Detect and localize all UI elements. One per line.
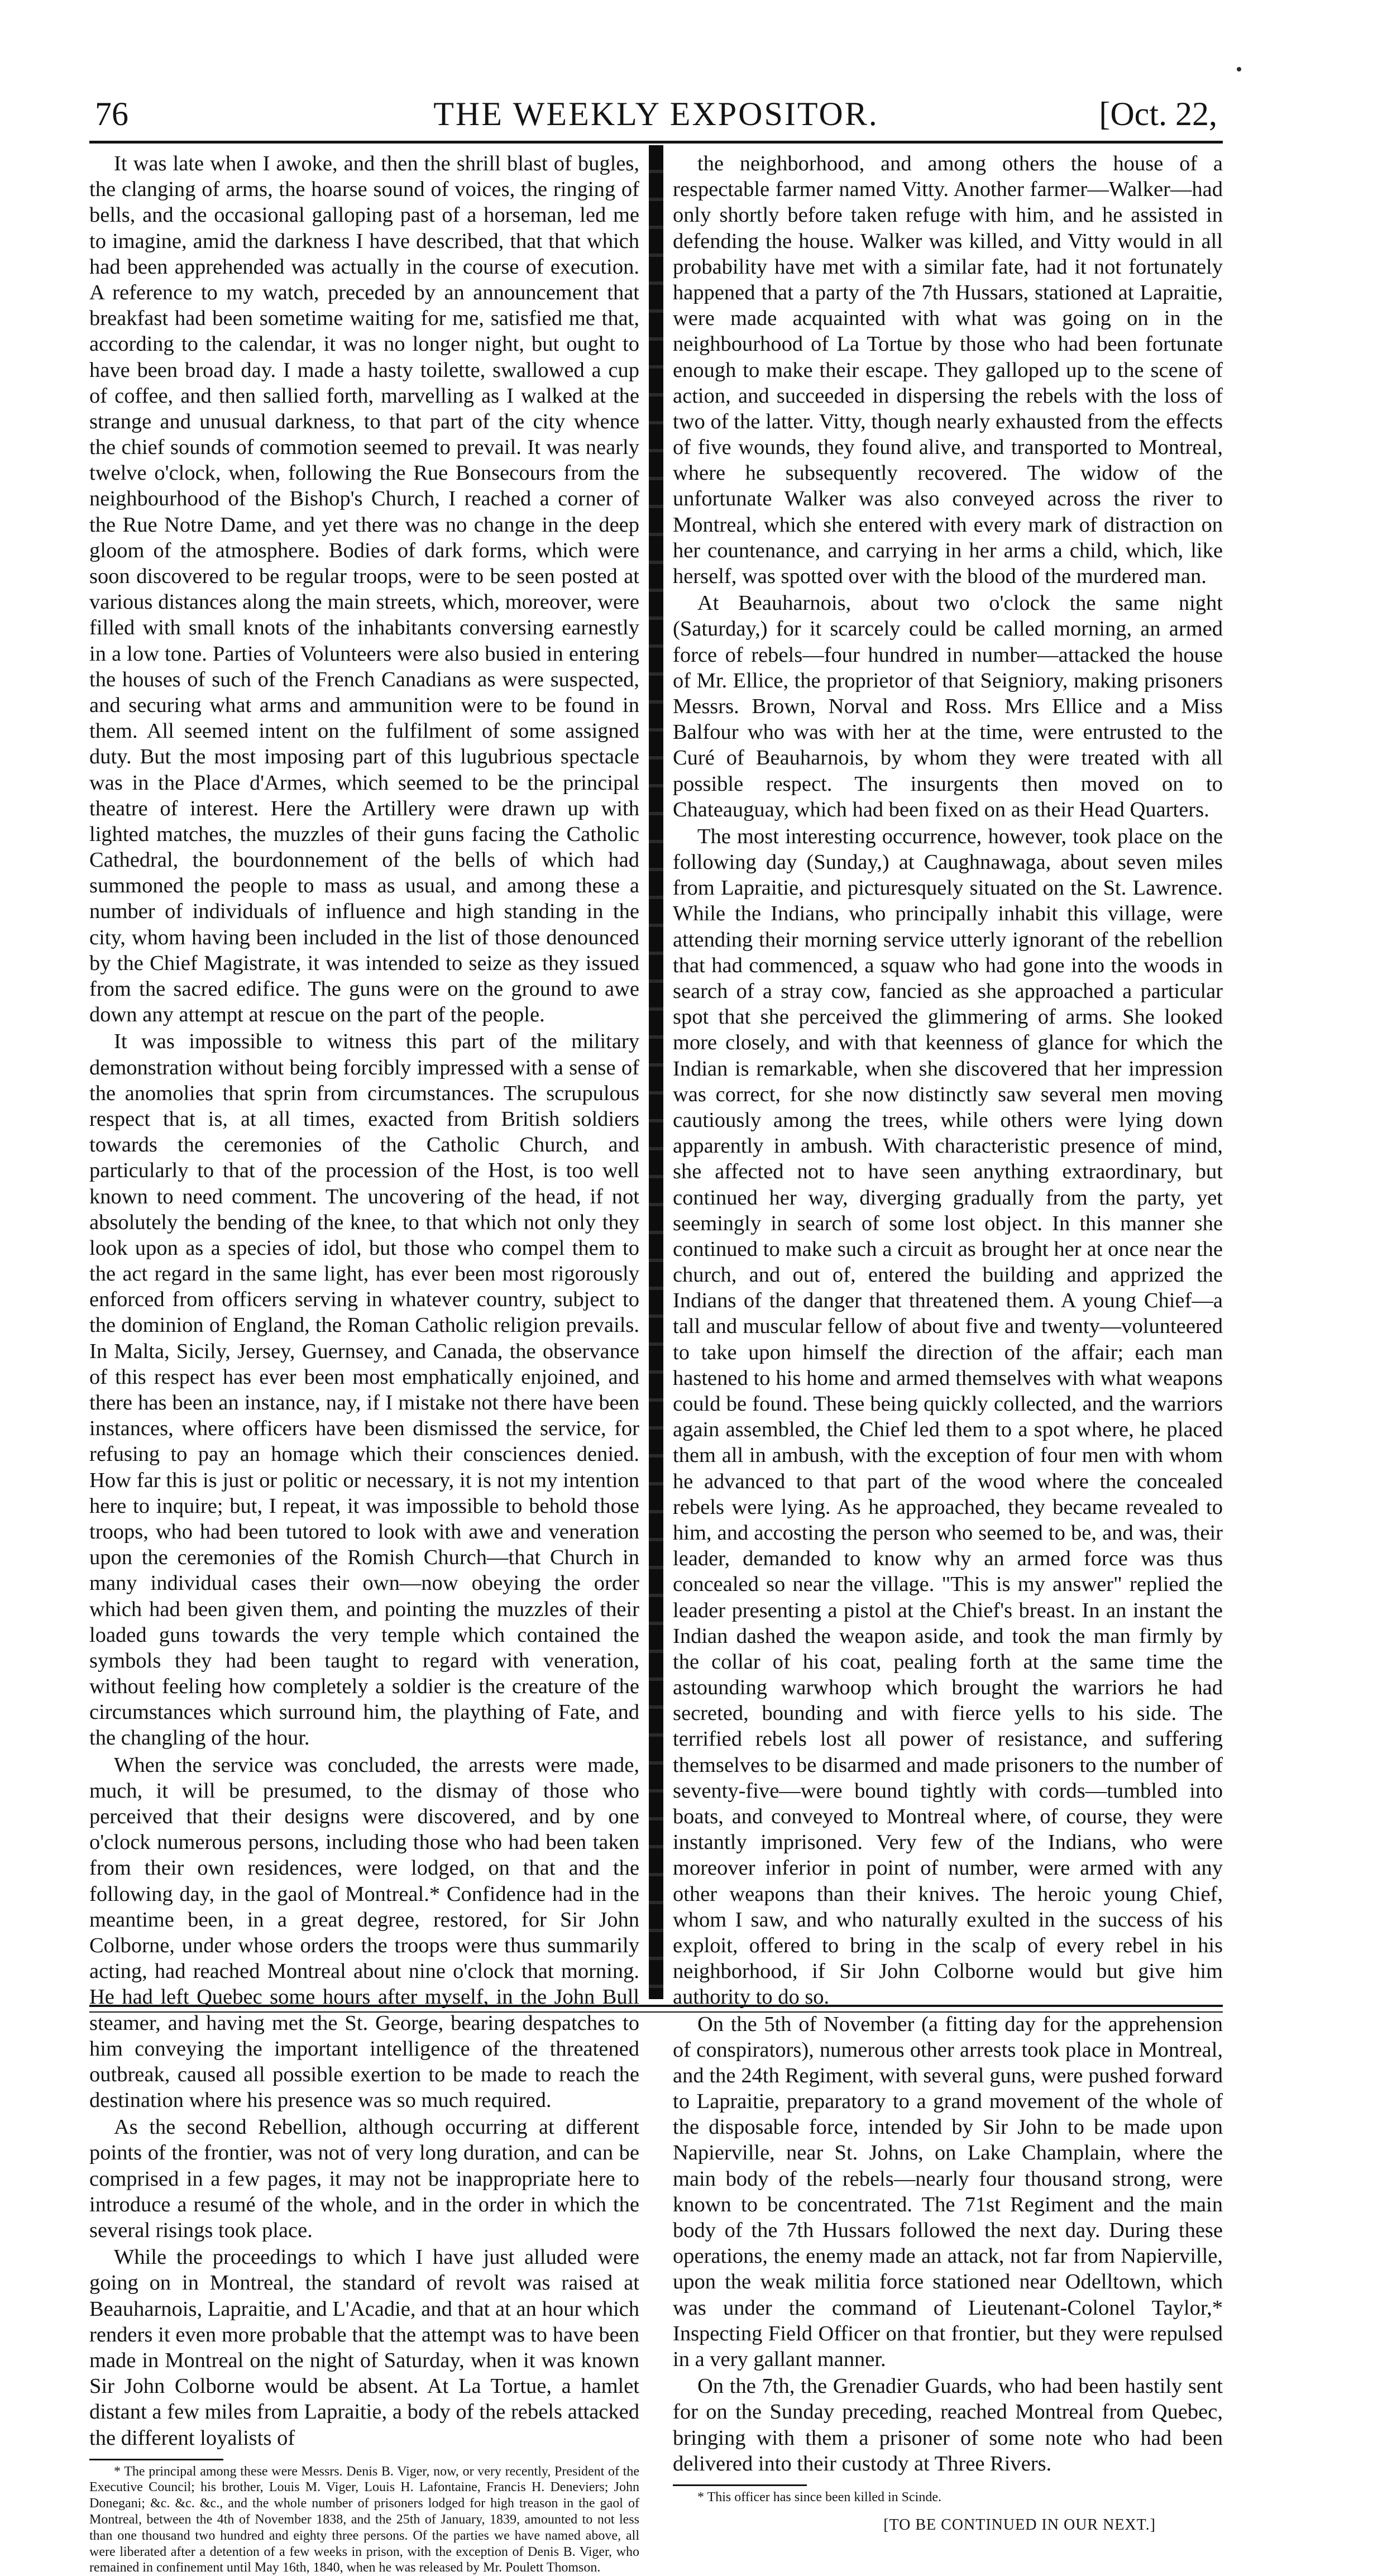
footnote-rule [673, 2484, 807, 2486]
paragraph: On the 7th, the Grenadier Guards, who had been hastily sent for on the Sunday preceding, reached Montreal from Quebec, bringing with them a prisoner of some note who had been delivered into their custody at Three Rivers. [673, 2374, 1223, 2475]
page-number: 76 [95, 95, 128, 132]
margin-mark [1237, 67, 1241, 71]
footer-rule-thin [89, 2011, 1223, 2013]
newspaper-page [89, 78, 1223, 2575]
paragraph: the neighborhood, and among others the house of a respectable farmer named Vitty. Another farmer—Walker—had only shortly before taken refuge with him, and he assisted in defending the house. Walker was killed, and Vitty would in all probability have met with a similar fate, had it not fortunately happened that a party of the 7th Hussars, stationed at Lapraitie, were made acquainted with what was going on in the neighbourhood of La Tortue by those who had been fortunate enough to make their escape. They galloped up to the scene of action, and succeeded in dispersing the rebels with the loss of two of the latter. Vitty, though nearly exhausted from the effects of five wounds, they found alive, and transported to Montreal, where he subsequently recovered. The widow of the unfortunate Walker was also conveyed across the river to Montreal, which she entered with every mark of distraction on her countenance, and carrying in her arms a child, which, like herself, was spotted over with the blood of the murdered man. [673, 152, 1223, 588]
publication-title: THE WEEKLY EXPOSITOR. [433, 95, 879, 132]
issue-date: [Oct. 22, [1099, 95, 1217, 132]
paragraph: The most interesting occurrence, however, took place on the following day (Sunday,) at Caughnawaga, about seven miles from Lapraitie, and picturesquely situated on the St. Lawrence. While the Indians, who principally inhabit this village, were attending their morning service utterly ignorant of the rebellion that had commenced, a squaw who had gone into the woods in search of a stray cow, fancied as she approached a particular spot that she perceived the glimmering of arms. She looked more closely, and with that keenness of glance for which the Indian is remarkable, when she discovered that her impression was correct, for she now distinctly saw several men moving cautiously among the trees, while others were lying down apparently in ambush. With characteristic presence of mind, she affected not to have seen anything extraordinary, but continued her way, diverging gradually from the party, yet seemingly in search of some lost object. In this manner she continued to make such a circuit as brought her at once near the church, and out of, entered the building and apprized the Indians of the danger that threatened them. A young Chief—a tall and muscular fellow of about five and twenty—volunteered to take upon himself the direction of the affair; each man hastened to his home and armed themselves with what weapons could be found. These being quickly collected, and the warriors again assembled, the Chief led them to a spot where, he placed them all in ambush, with the exception of four men with whom he advanced to that part of the wood where the concealed rebels were lying. As he approached, they became revealed to him, and accosting the person who seemed to be, and was, their leader, demanded to know why an armed force was thus concealed so near the village. "This is my answer" replied the leader presenting a pistol at the Chief's breast. In an instant the Indian dashed the weapon aside, and took the man firmly by the collar of his coat, pealing forth at the same time the astounding warwhoop which brought the warriors he had secreted, bounding and with fierce yells to his side. The terrified rebels lost all power of resistance, and suffering themselves to be disarmed and made prisoners to the number of seventy-five—were bound tightly with cords—tumbled into boats, and conveyed to Montreal where, of course, they were instantly imprisoned. Very few of the Indians, who were moreover inferior in point of number, were armed with any other weapons than their knives. The heroic young Chief, whom I saw, and who naturally exulted in the success of his exploit, offered to bring in the scalp of every rebel in his neighborhood, if Sir John Colborne would but give him authority to do so. [673, 824, 1223, 2009]
footnote: * This officer has since been killed in Scinde. [697, 2489, 942, 2505]
paragraph: At Beauharnois, about two o'clock the same night (Saturday,) for it scarcely could be called morning, an armed force of rebels—four hundred in number—attacked the house of Mr. Ellice, the proprietor of that Seigniory, making prisoners Messrs. Brown, Norval and Ross. Mrs Ellice and a Miss Balfour who was with her at the time, were entrusted to the Curé of Beauharnois, by whom they were treated with all possible respect. The insurgents then moved on to Chateauguay, which had been fixed on as their Head Quarters. [673, 591, 1223, 821]
paragraph: It was impossible to witness this part of the military demonstration without being forcibly impressed with a sense of the anomolies that sprin from circumstances. The scrupulous respect that is, at all times, exacted from British soldiers towards the ceremonies of the Catholic Church, and particularly to that of the procession of the Host, is too well known to need comment. The uncovering of the head, if not absolutely the bending of the knee, to that which not only they look upon as a species of idol, but those who compel them to the act regard in the same light, has ever been most rigorously enforced from officers serving in whatever country, subject to the dominion of England, the Roman Catholic religion prevails. In Malta, Sicily, Jersey, Guernsey, and Canada, the observance of this respect has ever been most emphatically enjoined, and there has been an instance, nay, if I mistake not there have been instances, where officers have been dismissed the service, for refusing to pay an homage which their consciences denied. How far this is just or politic or necessary, it is not my intention here to inquire; but, I repeat, it was impossible to behold those troops, who had been tutored to look with awe and veneration upon the ceremonies of the Romish Church—that Church in many individual cases their own—now obeying the order which had been given them, and pointing the muzzles of their loaded guns towards the very temple which contained the symbols they had been taught to regard with veneration, without feeling how completely a soldier is the creature of the circumstances which surround him, the plaything of Fate, and the changling of the hour. [89, 1030, 639, 1750]
right-column [673, 151, 1223, 2534]
page-header [95, 95, 1217, 140]
column-divider [649, 145, 663, 1999]
footnote-rule [89, 2459, 223, 2460]
paragraph: It was late when I awoke, and then the shrill blast of bugles, the clanging of arms, the hoarse sound of voices, the ringing of bells, and the occasional galloping past of a horseman, led me to imagine, amid the darkness I have described, that that which had been apprehended was actually in the course of execution. A reference to my watch, preceded by an announcement that breakfast had been sometime waiting for me, satisfied me that, according to the calendar, it was no longer night, but ought to have been broad day. I made a hasty toilette, swallowed a cup of coffee, and then sallied forth, marvelling as I walked at the strange and unusual darkness, to that part of the city whence the chief sounds of commotion seemed to prevail. It was nearly twelve o'clock, when, following the Rue Bonsecours from the neighbourhood of the Bishop's Church, I reached a corner of the Rue Notre Dame, and yet there was no change in the deep gloom of the atmosphere. Bodies of dark forms, which were soon discovered to be regular troops, were to be seen posted at various distances along the main streets, which, moreover, were filled with small knots of the inhabitants conversing earnestly in a low tone. Parties of Volunteers were also busied in entering the houses of such of the French Canadians as were suspected, and securing what arms and ammunition were to be found in them. All seemed intent on the fulfilment of some assigned duty. But the most imposing part of this lugubrious spectacle was in the Place d'Armes, which seemed to be the principal theatre of interest. Here the Artillery were drawn up with lighted matches, the muzzles of their guns facing the Catholic Cathedral, the bourdonnement of the bells of which had summoned the people to mass as usual, and among these a number of individuals of influence and high standing in the city, whom having been included in the list of those denounced by the Chief Magistrate, it was intended to seize as they issued from the sacred edifice. The guns were on the ground to awe down any attempt at rescue on the part of the people. [89, 152, 639, 1027]
footer-rule [89, 2005, 1223, 2007]
paragraph: When the service was concluded, the arrests were made, much, it will be presumed, to the dismay of those who perceived that their designs were discovered, and by one o'clock numerous persons, including those who had been taken from their own residences, were lodged, on that and the following day, in the gaol of Montreal.* Confidence had in the meantime been, in a great degree, restored, for Sir John Colborne, under whose orders the troops were thus summarily acting, had reached Montreal about nine o'clock that morning. He had left Quebec some hours after myself, in the John Bull steamer, and having met the St. George, bearing despatches to him conveying the important intelligence of the threatened outbreak, caused all possible exertion to be made to reach the destination where his presence was so much required. [89, 1753, 639, 2113]
paragraph: On the 5th of November (a fitting day for the apprehension of conspirators), numerous other arrests took place in Montreal, and the 24th Regiment, with several guns, were pushed forward to Lapraitie, preparatory to a grand movement of the whole of the disposable force, intended by Sir John to be made upon Napierville, near St. Johns, on Lake Champlain, where the main body of the rebels—nearly four thousand strong, were known to be concentrated. The 71st Regiment and the main body of the 7th Hussars followed the next day. During these operations, the enemy made an attack, not far from Napierville, upon the weak militia force stationed near Odelltown, which was under the command of Lieutenant-Colonel Taylor,* Inspecting Field Officer on that frontier, but they were repulsed in a very gallant manner. [673, 2012, 1223, 2371]
continuation-note: [TO BE CONTINUED IN OUR NEXT.] [883, 2516, 1156, 2534]
left-column [89, 151, 639, 2575]
paragraph: While the proceedings to which I have just alluded were going on in Montreal, the standard of revolt was raised at Beauharnois, Lapraitie, and L'Acadie, and that at an hour which renders it even more probable that the attempt was to have been made in Montreal on the night of Saturday, when it was known Sir John Colborne would be absent. At La Tortue, a hamlet distant a few miles from Lapraitie, a body of the rebels attacked the different loyalists of [89, 2245, 639, 2450]
paragraph: As the second Rebellion, although occurring at different points of the frontier, was not of very long duration, and can be comprised in a few pages, it may not be inappropriate here to introduce a resumé of the whole, and in the order in which the several risings took place. [89, 2115, 639, 2242]
footnote: * The principal among these were Messrs. Denis B. Viger, now, or very recently, President of the Executive Council; his brother, Louis M. Viger, Louis H. Lafontaine, Francis H. Deneviers; John Donegani; &c. &c. &c., and the whole number of prisoners lodged for high treason in the gaol of Montreal, between the 4th of November 1838, and the 25th of January, 1839, amounted to not less than one thousand two hundred and eighty three persons. Of the parties we have named above, all were liberated after a detention of a few weeks in prison, with the exception of Denis B. Viger, who remained in confinement until May 16th, 1840, when he was released by Mr. Poulett Thomson. [89, 2464, 639, 2575]
header-rule [89, 141, 1223, 144]
